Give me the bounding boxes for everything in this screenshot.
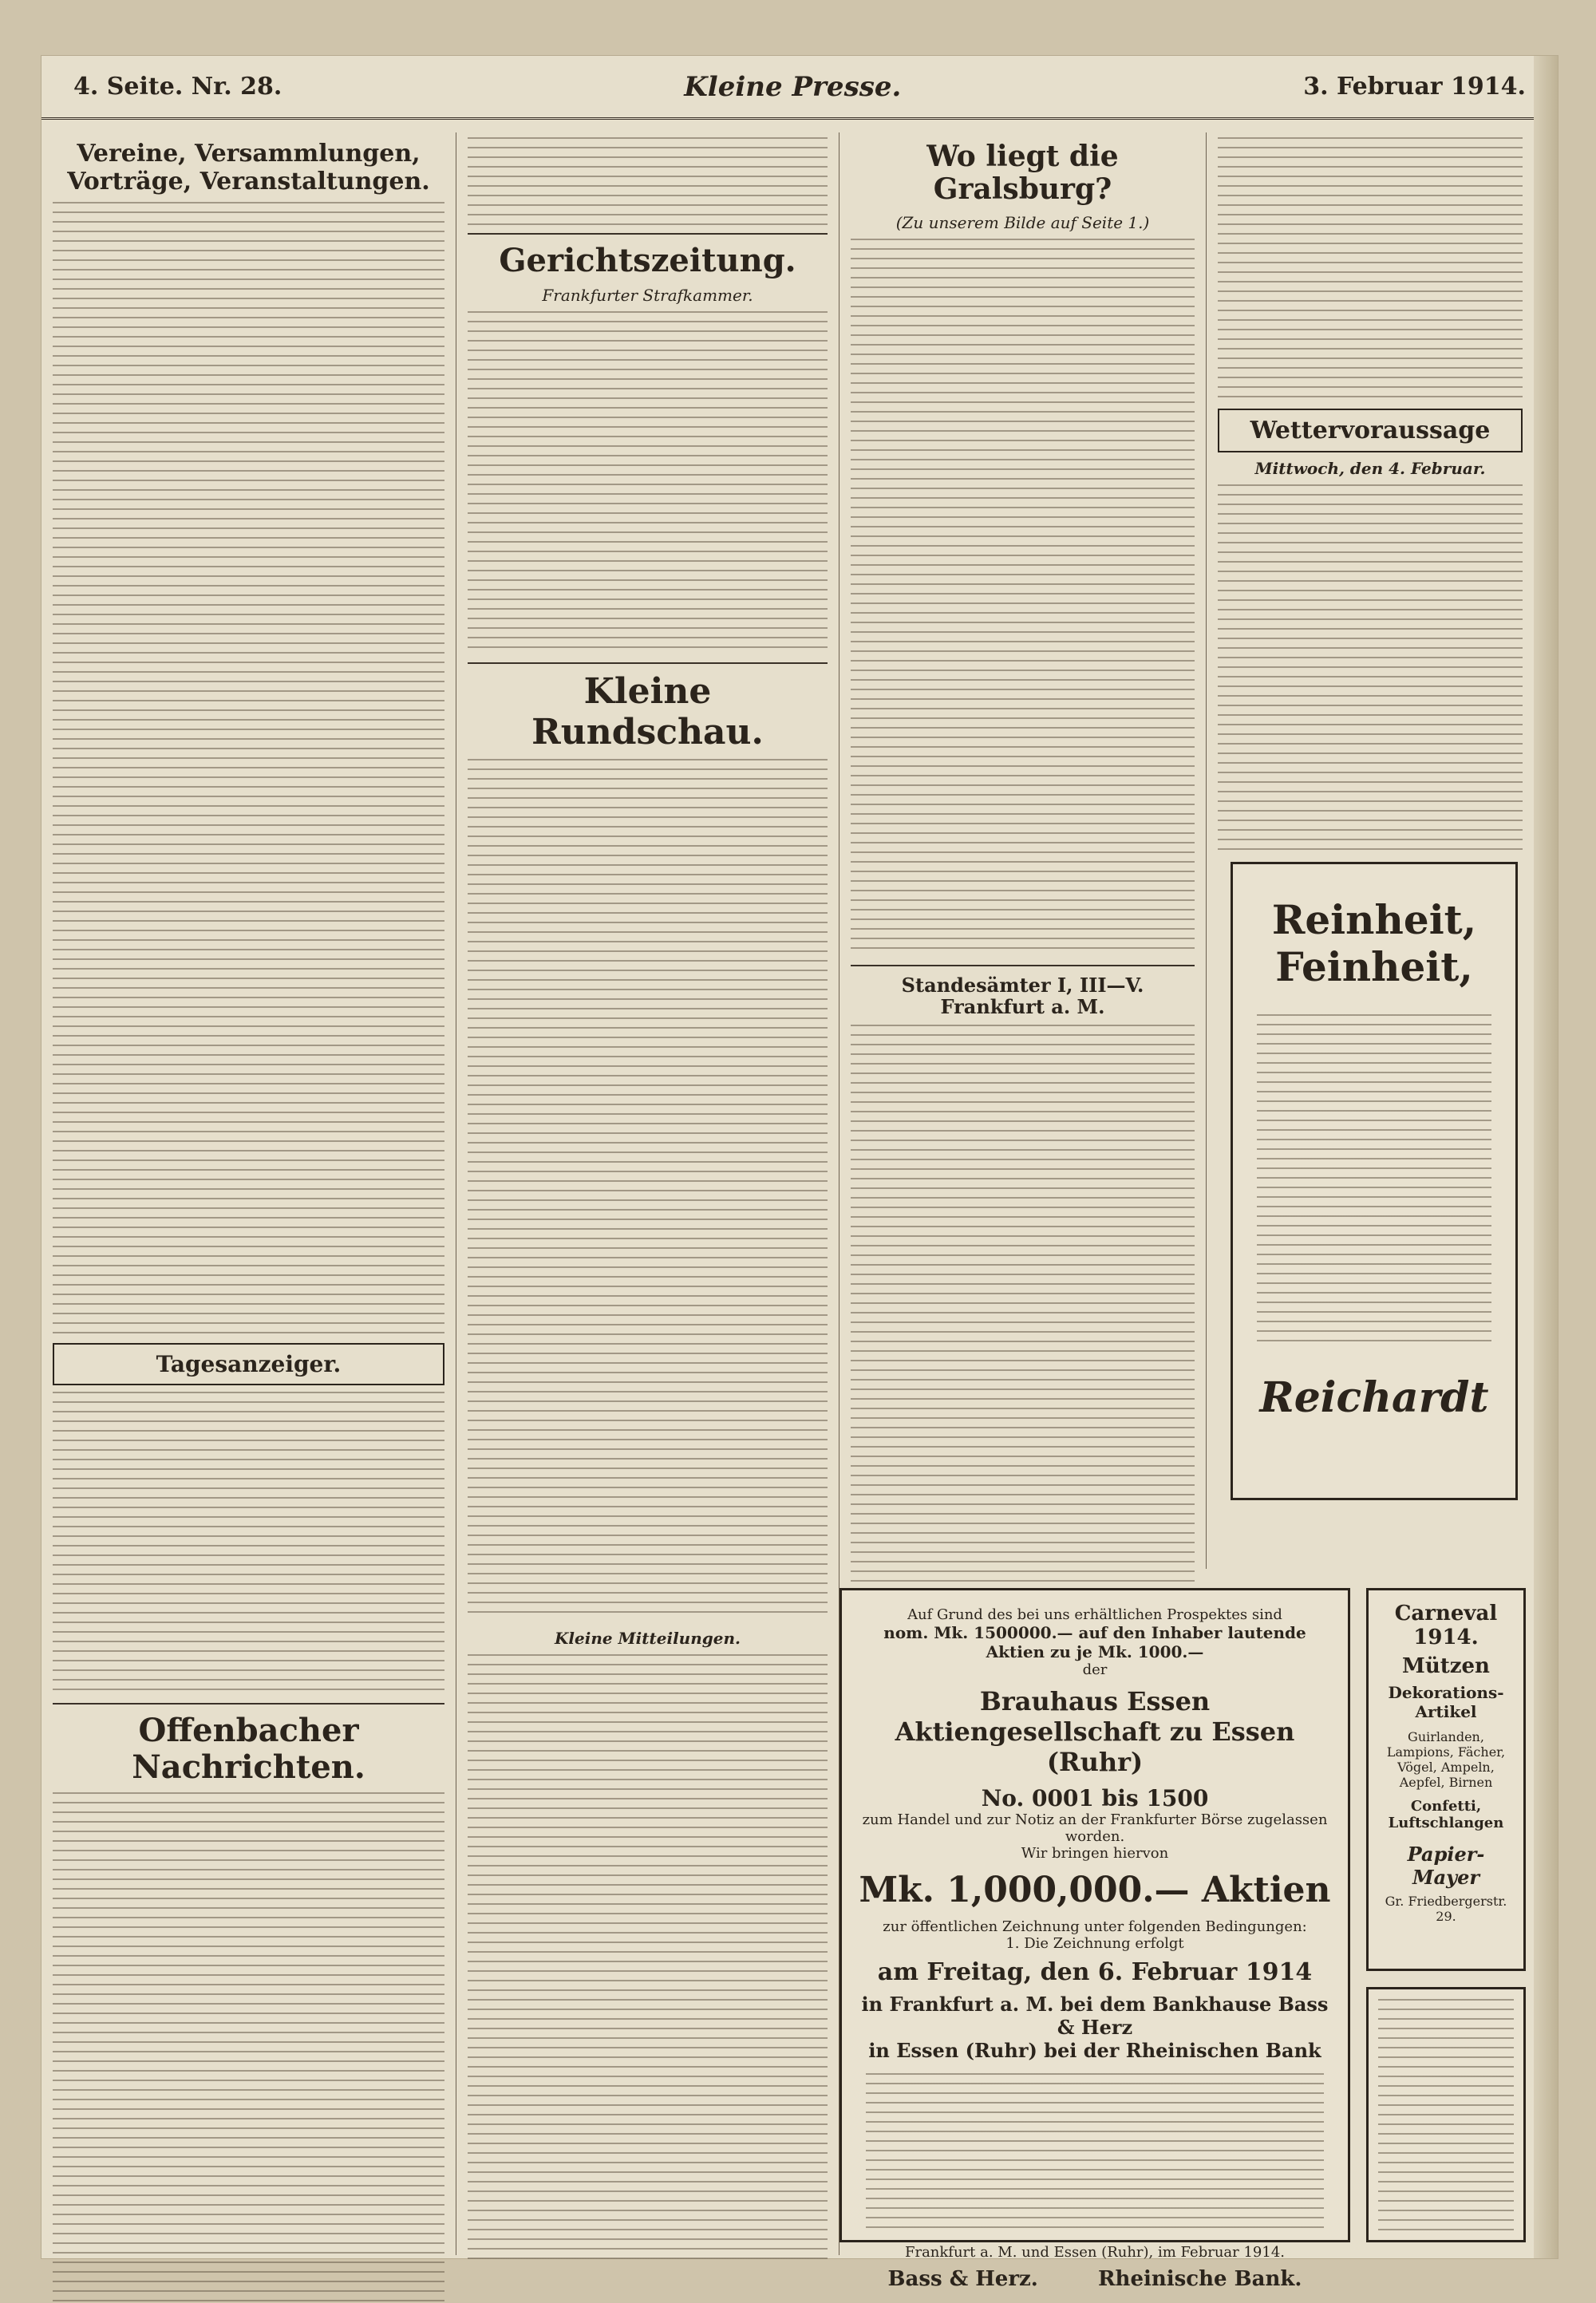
ad-carneval-confetti: Confetti, Luftschlangen bbox=[1388, 1798, 1504, 1831]
page-header bbox=[41, 56, 1558, 120]
newspaper-page bbox=[41, 56, 1558, 2291]
section-title-gerichtszeitung: Gerichtszeitung. bbox=[499, 242, 796, 279]
section-title-offenbach: Offenbacher Nachrichten. bbox=[132, 1712, 365, 1786]
ad-brauhaus-date: am Freitag, den 6. Februar 1914 bbox=[877, 1958, 1313, 1986]
divider bbox=[468, 233, 828, 235]
text-block bbox=[468, 1654, 828, 2261]
ad-brauhaus-line1: Auf Grund des bei uns erhältlichen Prospektes sind bbox=[907, 1606, 1282, 1623]
column-3 bbox=[839, 132, 1207, 1569]
divider bbox=[53, 1703, 444, 1705]
ad-carneval bbox=[1366, 1588, 1526, 1971]
header-page-number: 4. Seite. Nr. 28. bbox=[73, 73, 282, 101]
text-block bbox=[851, 239, 1195, 957]
divider bbox=[851, 965, 1195, 966]
ad-brauhaus-footer: Frankfurt a. M. und Essen (Ruhr), im Februar 1914. bbox=[904, 2244, 1286, 2261]
ad-brauhaus-bank1: Bass & Herz. bbox=[887, 2267, 1038, 2291]
divider bbox=[468, 662, 828, 664]
ad-brauhaus-line4: zum Handel und zur Notiz an der Frankfurter Börse zugelassen worden. bbox=[862, 1811, 1328, 1845]
ad-brauhaus-bank2: Rheinische Bank. bbox=[1097, 2267, 1302, 2291]
ad-carneval-address: Gr. Friedbergerstr. 29. bbox=[1385, 1894, 1507, 1924]
column-4 bbox=[1207, 132, 1534, 883]
section-title-standesaemter: Standesämter I, III—V. Frankfurt a. M. bbox=[901, 973, 1144, 1019]
ad-reinheit-title: Reinheit, Feinheit, bbox=[1271, 896, 1477, 990]
text-block bbox=[53, 1792, 444, 2303]
ad-carneval-title: Carneval 1914. bbox=[1394, 1602, 1498, 1649]
section-title-tagesanzeiger: Tagesanzeiger. bbox=[53, 1343, 444, 1385]
ad-brauhaus-place2: in Essen (Ruhr) bei der Rheinischen Bank bbox=[868, 2039, 1321, 2062]
page-edge-shadow bbox=[1534, 56, 1558, 2258]
ad-brauhaus-conditions bbox=[866, 2073, 1324, 2233]
column-2 bbox=[456, 132, 839, 2255]
ad-carneval-items: Guirlanden, Lampions, Fächer, Vögel, Ampeln, Aepfel, Birnen bbox=[1386, 1729, 1506, 1790]
ad-brauhaus-cond1: 1. Die Zeichnung erfolgt bbox=[1005, 1935, 1184, 1952]
text-block bbox=[53, 202, 444, 1335]
section-title-rundschau: Kleine Rundschau. bbox=[531, 671, 764, 753]
ad-reinheit bbox=[1231, 862, 1518, 1500]
section-subtitle-mitteilungen: Kleine Mitteilungen. bbox=[555, 1629, 741, 1649]
column-1 bbox=[41, 132, 456, 2255]
text-block bbox=[851, 1025, 1195, 1583]
ad-notice-text bbox=[1378, 1999, 1514, 2230]
section-subtitle-wetter: Mittwoch, den 4. Februar. bbox=[1254, 459, 1486, 478]
text-block bbox=[468, 311, 828, 654]
text-block bbox=[53, 1392, 444, 1695]
text-block bbox=[468, 759, 828, 1621]
ad-brauhaus-line2: nom. Mk. 1500000.— auf den Inhaber lautende Aktien zu je Mk. 1000.— bbox=[883, 1623, 1306, 1661]
weather-tables bbox=[1218, 484, 1523, 851]
text-block bbox=[1218, 137, 1523, 401]
ad-brauhaus-company: Brauhaus Essen Aktiengesellschaft zu Essen (Ruhr) bbox=[895, 1686, 1295, 1777]
ad-brauhaus-line5: Wir bringen hiervon bbox=[1021, 1845, 1169, 1862]
ad-reinheit-text bbox=[1257, 1014, 1491, 1349]
ad-carneval-item1: Mützen bbox=[1402, 1654, 1490, 1678]
text-block bbox=[468, 137, 828, 225]
ad-reinheit-brand: Reichardt bbox=[1259, 1373, 1489, 1422]
header-masthead: Kleine Presse. bbox=[684, 70, 902, 103]
section-title-vereine: Vereine, Versammlungen, Vorträge, Veranstaltungen. bbox=[67, 140, 430, 196]
section-subtitle-gralsburg: (Zu unserem Bilde auf Seite 1.) bbox=[895, 212, 1150, 232]
ad-brauhaus-numbers: No. 0001 bis 1500 bbox=[981, 1785, 1209, 1811]
ad-notice bbox=[1366, 1987, 1526, 2242]
ad-carneval-shop: Papier-Mayer bbox=[1407, 1843, 1485, 1889]
ad-brauhaus-place1: in Frankfurt a. M. bei dem Bankhause Bass & Herz bbox=[861, 1993, 1329, 2039]
section-title-wetter: Wettervoraussage bbox=[1218, 409, 1523, 452]
ad-brauhaus-line6: zur öffentlichen Zeichnung unter folgenden Bedingungen: bbox=[883, 1918, 1307, 1935]
ad-brauhaus-amount: Mk. 1,000,000.— Aktien bbox=[859, 1870, 1331, 1910]
ad-brauhaus bbox=[839, 1588, 1350, 2291]
header-date: 3. Februar 1914. bbox=[1303, 73, 1526, 101]
section-subtitle-strafkammer: Frankfurter Strafkammer. bbox=[542, 286, 753, 305]
ad-brauhaus-line3: der bbox=[1082, 1661, 1108, 1678]
section-title-gralsburg: Wo liegt die Gralsburg? bbox=[926, 140, 1119, 207]
ad-carneval-item2: Dekorations-Artikel bbox=[1388, 1683, 1504, 1721]
